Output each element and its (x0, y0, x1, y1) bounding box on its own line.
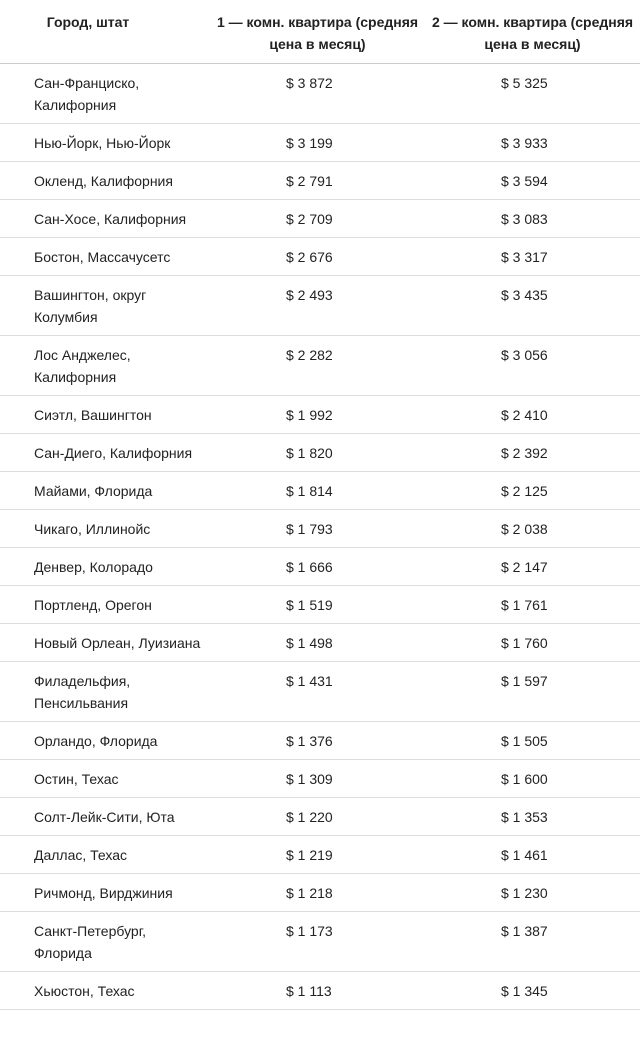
city-cell: Портленд, Орегон (0, 586, 210, 624)
city-cell: Сан-Хосе, Калифорния (0, 200, 210, 238)
two-room-price-cell: $ 1 505 (425, 722, 640, 760)
two-room-price-cell: $ 1 345 (425, 972, 640, 1010)
city-cell: Лос Анджелес, Калифорния (0, 336, 210, 396)
one-room-price-cell: $ 1 431 (210, 662, 425, 722)
one-room-price-cell: $ 1 793 (210, 510, 425, 548)
two-room-price-cell: $ 1 387 (425, 912, 640, 972)
city-cell: Новый Орлеан, Луизиана (0, 624, 210, 662)
city-cell: Солт-Лейк-Сити, Юта (0, 798, 210, 836)
table-row (0, 874, 640, 912)
table-row (0, 798, 640, 836)
one-room-price-cell: $ 2 709 (210, 200, 425, 238)
two-room-price-cell: $ 1 230 (425, 874, 640, 912)
one-room-price-cell: $ 2 791 (210, 162, 425, 200)
table-row (0, 586, 640, 624)
two-room-price-cell: $ 5 325 (425, 64, 640, 124)
two-room-price-cell: $ 1 353 (425, 798, 640, 836)
one-room-price-cell: $ 1 992 (210, 396, 425, 434)
table-header (0, 0, 640, 64)
two-room-price-cell: $ 1 761 (425, 586, 640, 624)
city-cell: Остин, Техас (0, 760, 210, 798)
city-cell: Чикаго, Иллинойс (0, 510, 210, 548)
two-room-price-cell: $ 3 056 (425, 336, 640, 396)
table-row (0, 548, 640, 586)
header-row (0, 0, 640, 64)
one-room-price-cell: $ 1 519 (210, 586, 425, 624)
table-row (0, 472, 640, 510)
two-room-price-cell: $ 1 760 (425, 624, 640, 662)
two-room-price-cell: $ 3 594 (425, 162, 640, 200)
two-room-price-cell: $ 3 317 (425, 238, 640, 276)
two-room-price-cell: $ 1 597 (425, 662, 640, 722)
city-cell: Сан-Франциско, Калифорния (0, 64, 210, 124)
two-room-price-cell: $ 1 461 (425, 836, 640, 874)
two-room-price-cell: $ 2 038 (425, 510, 640, 548)
table-row (0, 64, 640, 124)
table-row (0, 510, 640, 548)
one-room-price-cell: $ 1 218 (210, 874, 425, 912)
one-room-price-cell: $ 1 113 (210, 972, 425, 1010)
city-cell: Майами, Флорида (0, 472, 210, 510)
city-cell: Хьюстон, Техас (0, 972, 210, 1010)
table-body (0, 64, 640, 1010)
one-room-price-cell: $ 3 199 (210, 124, 425, 162)
city-cell: Сиэтл, Вашингтон (0, 396, 210, 434)
two-room-price-cell: $ 3 933 (425, 124, 640, 162)
table-row (0, 434, 640, 472)
table-row (0, 124, 640, 162)
two-room-price-cell: $ 3 435 (425, 276, 640, 336)
one-room-price-cell: $ 1 814 (210, 472, 425, 510)
city-cell: Санкт-Петербург, Флорида (0, 912, 210, 972)
two-room-price-cell: $ 1 600 (425, 760, 640, 798)
one-room-price-cell: $ 1 498 (210, 624, 425, 662)
one-room-price-cell: $ 2 493 (210, 276, 425, 336)
table-row (0, 238, 640, 276)
one-room-price-cell: $ 1 666 (210, 548, 425, 586)
table-row (0, 760, 640, 798)
two-room-price-cell: $ 2 125 (425, 472, 640, 510)
two-room-price-cell: $ 2 410 (425, 396, 640, 434)
table-row (0, 836, 640, 874)
header-one-room: 1 — комн. квартира (средняя цена в месяц) (210, 0, 425, 64)
table-row (0, 200, 640, 238)
one-room-price-cell: $ 1 376 (210, 722, 425, 760)
two-room-price-cell: $ 3 083 (425, 200, 640, 238)
table-row (0, 336, 640, 396)
one-room-price-cell: $ 1 820 (210, 434, 425, 472)
table-row (0, 276, 640, 336)
table-row (0, 624, 640, 662)
one-room-price-cell: $ 1 220 (210, 798, 425, 836)
table-row (0, 912, 640, 972)
city-cell: Даллас, Техас (0, 836, 210, 874)
city-cell: Орландо, Флорида (0, 722, 210, 760)
one-room-price-cell: $ 1 173 (210, 912, 425, 972)
one-room-price-cell: $ 3 872 (210, 64, 425, 124)
table-row (0, 396, 640, 434)
city-cell: Окленд, Калифорния (0, 162, 210, 200)
table-row (0, 722, 640, 760)
header-city: Город, штат (0, 0, 210, 64)
one-room-price-cell: $ 2 676 (210, 238, 425, 276)
one-room-price-cell: $ 2 282 (210, 336, 425, 396)
city-cell: Ричмонд, Вирджиния (0, 874, 210, 912)
table-row (0, 662, 640, 722)
one-room-price-cell: $ 1 309 (210, 760, 425, 798)
city-cell: Вашингтон, округ Колумбия (0, 276, 210, 336)
city-cell: Филадельфия, Пенсильвания (0, 662, 210, 722)
city-cell: Бостон, Массачусетс (0, 238, 210, 276)
table-row (0, 162, 640, 200)
header-two-room: 2 — комн. квартира (средняя цена в месяц) (425, 0, 640, 64)
city-cell: Денвер, Колорадо (0, 548, 210, 586)
city-cell: Сан-Диего, Калифорния (0, 434, 210, 472)
two-room-price-cell: $ 2 392 (425, 434, 640, 472)
two-room-price-cell: $ 2 147 (425, 548, 640, 586)
one-room-price-cell: $ 1 219 (210, 836, 425, 874)
table-row (0, 972, 640, 1010)
city-cell: Нью-Йорк, Нью-Йорк (0, 124, 210, 162)
